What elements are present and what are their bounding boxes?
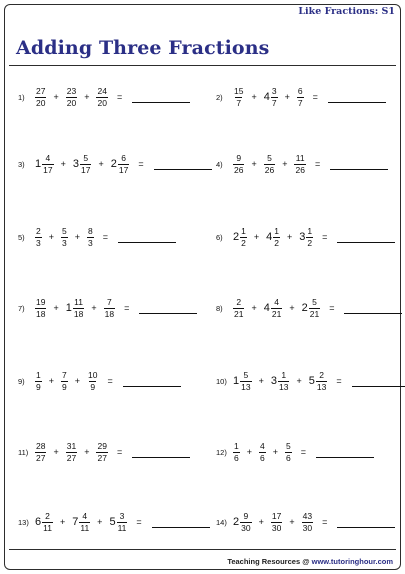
fraction — [61, 371, 68, 391]
fraction-term — [66, 442, 77, 462]
whole-number: 6 — [35, 516, 42, 528]
problem-3 — [18, 149, 212, 179]
plus-sign: + — [258, 376, 264, 386]
fraction-term — [87, 227, 94, 247]
problem-7 — [18, 293, 197, 323]
problem-number: 14) — [216, 517, 227, 527]
equals-sign: = — [102, 232, 108, 242]
plus-sign: + — [289, 303, 295, 313]
fraction-term — [299, 227, 313, 247]
numerator: 29 — [97, 441, 107, 451]
fraction-term — [66, 87, 77, 107]
fraction — [35, 298, 46, 318]
fraction-term — [264, 87, 278, 107]
plus-sign: + — [251, 92, 257, 102]
numerator: 9 — [243, 511, 249, 521]
denominator: 6 — [234, 452, 239, 463]
fraction-term — [264, 154, 275, 174]
problem-number: 5) — [18, 232, 25, 242]
numerator: 2 — [36, 226, 41, 236]
equals-sign: = — [136, 517, 142, 527]
fraction-term — [309, 371, 328, 391]
numerator: 9 — [236, 153, 242, 163]
fraction — [240, 371, 251, 391]
fraction — [42, 512, 53, 532]
denominator: 7 — [297, 97, 303, 108]
fraction — [35, 371, 42, 391]
denominator: 17 — [80, 164, 91, 175]
fraction — [264, 154, 275, 174]
fraction-term — [259, 442, 266, 462]
plus-sign: + — [282, 159, 288, 169]
denominator: 9 — [90, 381, 96, 392]
fraction-term — [233, 298, 244, 318]
fraction — [240, 512, 251, 532]
denominator: 2 — [274, 237, 279, 248]
denominator: 27 — [36, 452, 46, 463]
fraction — [233, 154, 244, 174]
denominator: 9 — [36, 381, 41, 392]
fraction — [35, 87, 46, 107]
fraction-term — [233, 227, 247, 247]
whole-number: 4 — [263, 302, 270, 314]
fraction — [306, 227, 313, 247]
numerator: 11 — [74, 297, 83, 307]
fraction — [309, 298, 320, 318]
answer-blank[interactable] — [139, 302, 197, 314]
problem-11 — [18, 437, 190, 467]
numerator: 31 — [66, 441, 77, 451]
denominator: 21 — [271, 308, 282, 319]
fraction-term — [297, 87, 304, 107]
equals-sign: = — [300, 447, 306, 457]
answer-blank[interactable] — [328, 91, 386, 103]
denominator: 18 — [104, 308, 115, 319]
denominator: 9 — [62, 381, 67, 392]
fraction — [294, 154, 305, 174]
equals-sign: = — [107, 376, 113, 386]
plus-sign: + — [53, 303, 59, 313]
whole-number: 2 — [233, 516, 240, 528]
problem-number: 6) — [216, 232, 223, 242]
fraction — [35, 227, 42, 247]
numerator: 1 — [274, 226, 279, 236]
fraction-term — [35, 227, 42, 247]
problem-number: 4) — [216, 159, 223, 169]
fraction — [285, 442, 292, 462]
fraction-term — [271, 371, 290, 391]
answer-blank[interactable] — [132, 446, 190, 458]
plus-sign: + — [84, 447, 90, 457]
fraction — [87, 371, 98, 391]
numerator: 15 — [234, 86, 244, 96]
equals-sign: = — [314, 159, 321, 169]
numerator: 1 — [234, 441, 239, 451]
plus-sign: + — [98, 159, 104, 169]
fraction — [259, 442, 266, 462]
fraction — [271, 512, 282, 532]
numerator: 4 — [82, 511, 88, 521]
problem-number: 2) — [216, 92, 223, 102]
plus-sign: + — [253, 232, 260, 242]
plus-sign: + — [251, 303, 257, 313]
answer-blank[interactable] — [118, 231, 176, 243]
numerator: 4 — [274, 297, 279, 307]
worksheet-tag: Like Fractions: S1 — [298, 6, 395, 17]
denominator: 21 — [309, 308, 320, 319]
problem-10 — [216, 366, 405, 396]
numerator: 8 — [88, 226, 93, 236]
fraction-term — [104, 298, 115, 318]
fraction-term — [266, 227, 280, 247]
numerator: 3 — [271, 86, 277, 96]
fraction-term — [61, 227, 68, 247]
fraction — [66, 87, 77, 107]
fraction-term — [35, 512, 53, 532]
denominator: 6 — [260, 452, 265, 463]
problem-number: 7) — [18, 303, 25, 313]
fraction — [297, 87, 304, 107]
fraction-term — [109, 512, 127, 532]
fraction — [233, 87, 244, 107]
equals-sign: = — [312, 92, 318, 102]
fraction — [66, 442, 77, 462]
answer-blank[interactable] — [330, 158, 388, 170]
numerator: 5 — [286, 441, 291, 451]
whole-number: 1 — [65, 302, 72, 314]
fraction — [61, 227, 68, 247]
numerator: 2 — [45, 511, 50, 521]
plus-sign: + — [251, 159, 257, 169]
denominator: 30 — [241, 522, 251, 533]
problem-number: 12) — [216, 447, 227, 457]
problem-12 — [216, 437, 374, 467]
numerator: 1 — [36, 370, 41, 380]
fraction-term — [233, 154, 244, 174]
fraction-term — [35, 371, 42, 391]
fraction-term — [35, 87, 46, 107]
fraction — [240, 227, 247, 247]
problem-1 — [18, 82, 190, 112]
numerator: 3 — [119, 511, 125, 521]
plus-sign: + — [74, 376, 80, 386]
fraction-term — [302, 298, 321, 318]
plus-sign: + — [48, 232, 54, 242]
denominator: 7 — [271, 97, 277, 108]
fraction — [96, 87, 107, 107]
fraction — [302, 512, 313, 532]
fraction-term — [96, 442, 107, 462]
numerator: 7 — [106, 297, 112, 307]
numerator: 5 — [312, 297, 317, 307]
footer-url[interactable]: www.tutoringhour.com — [311, 557, 393, 566]
fraction — [233, 442, 240, 462]
denominator: 6 — [286, 452, 291, 463]
fraction — [73, 298, 84, 318]
plus-sign: + — [286, 232, 293, 242]
whole-number: 3 — [72, 158, 79, 170]
page-title: Adding Three Fractions — [16, 37, 270, 59]
plus-sign: + — [60, 159, 66, 169]
plus-sign: + — [84, 92, 90, 102]
plus-sign: + — [48, 376, 54, 386]
fraction — [271, 298, 282, 318]
whole-number: 5 — [308, 375, 315, 387]
denominator: 17 — [118, 164, 129, 175]
denominator: 27 — [97, 452, 107, 463]
problem-14 — [216, 507, 395, 537]
fraction — [118, 154, 129, 174]
numerator: 6 — [121, 153, 126, 163]
numerator: 10 — [88, 370, 98, 380]
equals-sign: = — [336, 376, 342, 386]
numerator: 11 — [295, 153, 305, 163]
fraction — [117, 512, 128, 532]
equals-sign: = — [116, 92, 123, 102]
fraction-term — [271, 512, 282, 532]
denominator: 17 — [43, 164, 53, 175]
fraction — [271, 87, 278, 107]
whole-number: 5 — [109, 516, 116, 528]
equals-sign: = — [322, 517, 328, 527]
fraction — [273, 227, 280, 247]
footer-credit — [227, 557, 393, 566]
whole-number: 3 — [299, 231, 306, 243]
denominator: 20 — [97, 97, 107, 108]
problem-number: 3) — [18, 159, 25, 169]
plus-sign: + — [59, 517, 66, 527]
equals-sign: = — [116, 447, 123, 457]
denominator: 27 — [66, 452, 77, 463]
answer-blank[interactable] — [152, 516, 210, 528]
problem-5 — [18, 222, 176, 252]
fraction-term — [35, 154, 54, 174]
problem-number: 11) — [18, 447, 29, 457]
denominator: 21 — [234, 308, 244, 319]
denominator: 13 — [316, 381, 327, 392]
numerator: 28 — [36, 441, 46, 451]
problem-number: 9) — [18, 376, 25, 386]
whole-number: 3 — [270, 375, 277, 387]
denominator: 20 — [66, 97, 77, 108]
denominator: 18 — [36, 308, 46, 319]
denominator: 11 — [80, 522, 90, 533]
whole-number: 2 — [301, 302, 308, 314]
numerator: 17 — [271, 511, 282, 521]
denominator: 13 — [278, 381, 289, 392]
problem-number: 13) — [18, 517, 29, 527]
numerator: 19 — [36, 297, 46, 307]
answer-blank[interactable] — [154, 158, 212, 170]
fraction-term — [96, 87, 107, 107]
whole-number: 4 — [266, 231, 273, 243]
fraction-term — [87, 371, 98, 391]
answer-blank[interactable] — [132, 91, 190, 103]
numerator: 7 — [62, 370, 67, 380]
plus-sign: + — [53, 447, 59, 457]
answer-blank[interactable] — [337, 231, 395, 243]
fraction-term — [302, 512, 313, 532]
equals-sign: = — [329, 303, 335, 313]
problem-13 — [18, 507, 210, 537]
denominator: 3 — [62, 237, 67, 248]
fraction — [42, 154, 53, 174]
whole-number: 2 — [233, 231, 240, 243]
numerator: 5 — [83, 153, 89, 163]
denominator: 20 — [36, 97, 46, 108]
fraction-term — [233, 442, 240, 462]
denominator: 7 — [236, 97, 242, 108]
numerator: 5 — [62, 226, 67, 236]
plus-sign: + — [74, 232, 80, 242]
denominator: 13 — [241, 381, 251, 392]
fraction-term — [35, 442, 46, 462]
plus-sign: + — [246, 447, 252, 457]
whole-number: 1 — [35, 158, 42, 170]
problem-2 — [216, 82, 386, 112]
answer-blank[interactable] — [337, 516, 395, 528]
plus-sign: + — [296, 376, 302, 386]
footer-label: Teaching Resources @ — [227, 557, 310, 566]
numerator: 1 — [241, 226, 246, 236]
fraction — [278, 371, 289, 391]
fraction-term — [233, 512, 252, 532]
fraction-term — [233, 87, 244, 107]
numerator: 1 — [281, 370, 287, 380]
answer-blank[interactable] — [344, 302, 402, 314]
whole-number: 7 — [72, 516, 79, 528]
fraction-term — [111, 154, 130, 174]
numerator: 23 — [66, 86, 77, 96]
plus-sign: + — [272, 447, 278, 457]
answer-blank[interactable] — [316, 446, 374, 458]
problem-number: 8) — [216, 303, 223, 313]
fraction — [233, 298, 244, 318]
fraction — [316, 371, 327, 391]
problem-number: 10) — [216, 376, 227, 386]
footer-rule — [9, 549, 396, 550]
denominator: 26 — [234, 164, 244, 175]
numerator: 1 — [307, 226, 313, 236]
numerator: 5 — [267, 153, 272, 163]
denominator: 11 — [43, 522, 52, 533]
equals-sign: = — [138, 159, 144, 169]
problem-8 — [216, 293, 402, 323]
fraction — [80, 154, 91, 174]
fraction — [104, 298, 115, 318]
equals-sign: = — [124, 303, 130, 313]
denominator: 18 — [73, 308, 84, 319]
fraction-term — [233, 371, 252, 391]
fraction-term — [73, 154, 92, 174]
whole-number: 1 — [233, 375, 240, 387]
numerator: 4 — [260, 441, 265, 451]
numerator: 5 — [243, 370, 249, 380]
denominator: 26 — [295, 164, 305, 175]
problem-number: 1) — [18, 92, 25, 102]
fraction-term — [72, 512, 90, 532]
problem-9 — [18, 366, 181, 396]
fraction — [96, 442, 107, 462]
plus-sign: + — [289, 517, 295, 527]
denominator: 2 — [241, 237, 246, 248]
denominator: 26 — [264, 164, 275, 175]
plus-sign: + — [97, 517, 103, 527]
plus-sign: + — [91, 303, 97, 313]
plus-sign: + — [53, 92, 59, 102]
denominator: 3 — [88, 237, 93, 248]
fraction-term — [285, 442, 292, 462]
denominator: 3 — [36, 237, 41, 248]
problem-4 — [216, 149, 388, 179]
whole-number: 4 — [263, 91, 270, 103]
equals-sign: = — [322, 232, 328, 242]
fraction-term — [264, 298, 283, 318]
fraction — [79, 512, 90, 532]
fraction-term — [294, 154, 305, 174]
fraction-term — [35, 298, 46, 318]
numerator: 43 — [302, 511, 313, 521]
problem-6 — [216, 222, 395, 252]
numerator: 2 — [236, 297, 242, 307]
plus-sign: + — [284, 92, 290, 102]
numerator: 2 — [319, 370, 324, 380]
fraction-term — [66, 298, 85, 318]
fraction-term — [61, 371, 68, 391]
denominator: 30 — [271, 522, 282, 533]
fraction — [35, 442, 46, 462]
numerator: 27 — [36, 86, 46, 96]
denominator: 2 — [307, 237, 313, 248]
numerator: 4 — [45, 153, 51, 163]
denominator: 11 — [117, 522, 127, 533]
numerator: 24 — [97, 86, 107, 96]
whole-number: 2 — [110, 158, 117, 170]
fraction — [87, 227, 94, 247]
header-rule — [9, 65, 396, 66]
numerator: 6 — [297, 86, 303, 96]
plus-sign: + — [258, 517, 264, 527]
answer-blank[interactable] — [352, 375, 405, 387]
denominator: 30 — [302, 522, 313, 533]
answer-blank[interactable] — [123, 375, 181, 387]
